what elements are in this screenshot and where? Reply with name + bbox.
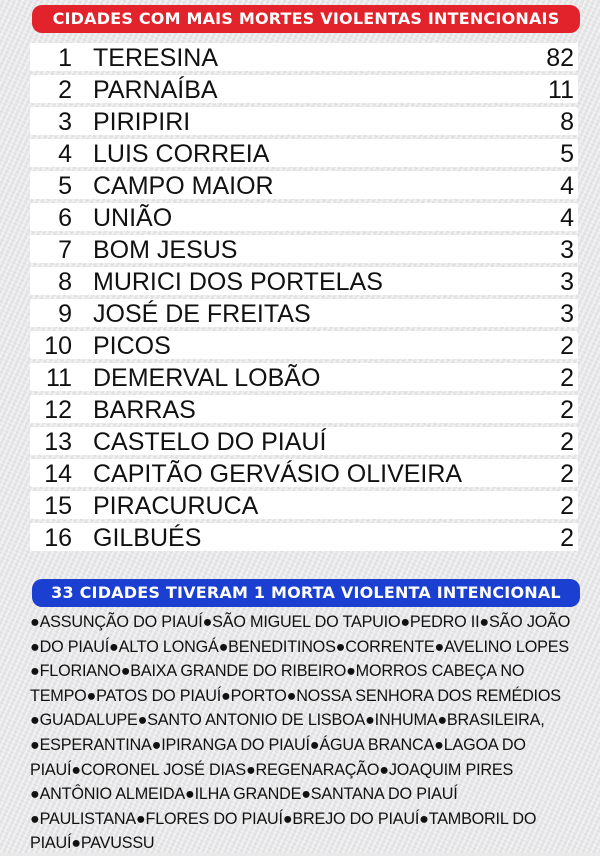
chart-title: CIDADES COM MAIS MORTES VIOLENTAS INTENCIONAIS [32, 5, 580, 33]
table-row [30, 267, 578, 295]
city-name: PIRACURUCA [93, 492, 259, 520]
city-name: PIRIPIRI [93, 108, 191, 136]
list-line: PIAUÍ●CORONEL JOSÉ DIAS●REGENARAÇÃO●JOAQUIM PIRES [30, 760, 514, 779]
death-count: 3 [560, 268, 574, 296]
table-row [30, 235, 578, 263]
rank-number: 6 [58, 204, 72, 232]
table-row [30, 459, 578, 487]
death-count: 5 [560, 140, 574, 168]
city-name: DEMERVAL LOBÃO [93, 364, 321, 392]
death-count: 3 [560, 300, 574, 328]
table-row [30, 395, 578, 423]
rank-number: 7 [58, 236, 72, 264]
rank-number: 14 [44, 460, 72, 488]
rank-number: 16 [44, 524, 72, 552]
rank-number: 3 [58, 108, 72, 136]
death-count: 2 [560, 396, 574, 424]
death-count: 2 [560, 460, 574, 488]
list-line: ●GUADALUPE●SANTO ANTONIO DE LISBOA●INHUMA●BRASILEIRA, [30, 711, 545, 730]
death-count: 2 [560, 428, 574, 456]
death-count: 8 [560, 108, 574, 136]
table-row [30, 171, 578, 199]
city-name: JOSÉ DE FREITAS [93, 300, 311, 328]
list-line: ●ESPERANTINA●IPIRANGA DO PIAUÍ●ÁGUA BRANCA●LAGOA DO [30, 735, 526, 754]
death-count: 4 [560, 204, 574, 232]
city-name: UNIÃO [93, 204, 173, 232]
list-line: TEMPO●PATOS DO PIAUÍ●PORTO●NOSSA SENHORA DOS REMÉDIOS [30, 686, 561, 705]
table-row [30, 331, 578, 359]
table-row [30, 203, 578, 231]
rank-number: 4 [58, 140, 72, 168]
rank-number: 8 [58, 268, 72, 296]
rank-number: 1 [58, 44, 72, 72]
table-row [30, 139, 578, 167]
rank-number: 15 [44, 492, 72, 520]
city-name: GILBUÉS [93, 524, 202, 552]
ranking-table [30, 43, 578, 555]
city-name: CAMPO MAIOR [93, 172, 274, 200]
death-count: 2 [560, 492, 574, 520]
table-row [30, 491, 578, 519]
death-count: 4 [560, 172, 574, 200]
table-row [30, 43, 578, 71]
city-name: BOM JESUS [93, 236, 238, 264]
list-line: ●ASSUNÇÃO DO PIAUÍ●SÃO MIGUEL DO TAPUIO●PEDRO II●SÃO JOÃO [30, 613, 571, 631]
table-row [30, 299, 578, 327]
table-row [30, 363, 578, 391]
list-line: PIAUÍ●PAVUSSU [30, 834, 155, 853]
death-count: 11 [548, 76, 574, 104]
city-name: CAPITÃO GERVÁSIO OLIVEIRA [93, 460, 463, 488]
death-count: 2 [560, 364, 574, 392]
rank-number: 2 [58, 76, 72, 104]
death-count: 3 [560, 236, 574, 264]
rank-number: 13 [44, 428, 72, 456]
list-line: ●ANTÔNIO ALMEIDA●ILHA GRANDE●SANTANA DO PIAUÍ [30, 785, 458, 804]
city-name: MURICI DOS PORTELAS [93, 268, 383, 296]
table-row [30, 523, 578, 551]
city-name: LUIS CORREIA [93, 140, 270, 168]
rank-number: 12 [44, 396, 72, 424]
rank-number: 5 [58, 172, 72, 200]
city-name: PICOS [93, 332, 171, 360]
city-name: TERESINA [93, 44, 219, 72]
city-name: BARRAS [93, 396, 196, 424]
chart-subtitle: 33 CIDADES TIVERAM 1 MORTA VIOLENTA INTENCIONAL [32, 579, 580, 607]
table-row [30, 75, 578, 103]
city-name: CASTELO DO PIAUÍ [93, 428, 327, 456]
list-line: ●FLORIANO●BAIXA GRANDE DO RIBEIRO●MORROS CABEÇA NO [30, 662, 525, 681]
death-count: 2 [560, 332, 574, 360]
table-row [30, 427, 578, 455]
rank-number: 9 [58, 300, 72, 328]
city-name: PARNAÍBA [93, 76, 218, 104]
rank-number: 11 [46, 364, 72, 392]
death-count: 82 [546, 44, 574, 72]
death-count: 2 [560, 524, 574, 552]
list-line: ●PAULISTANA●FLORES DO PIAUÍ●BREJO DO PIAUÍ●TAMBORIL DO [30, 809, 537, 828]
list-line: ●DO PIAUÍ●ALTO LONGÁ●BENEDITINOS●CORRENTE●AVELINO LOPES [30, 637, 569, 656]
table-row [30, 107, 578, 135]
rank-number: 10 [44, 332, 72, 360]
city-list [30, 610, 582, 856]
